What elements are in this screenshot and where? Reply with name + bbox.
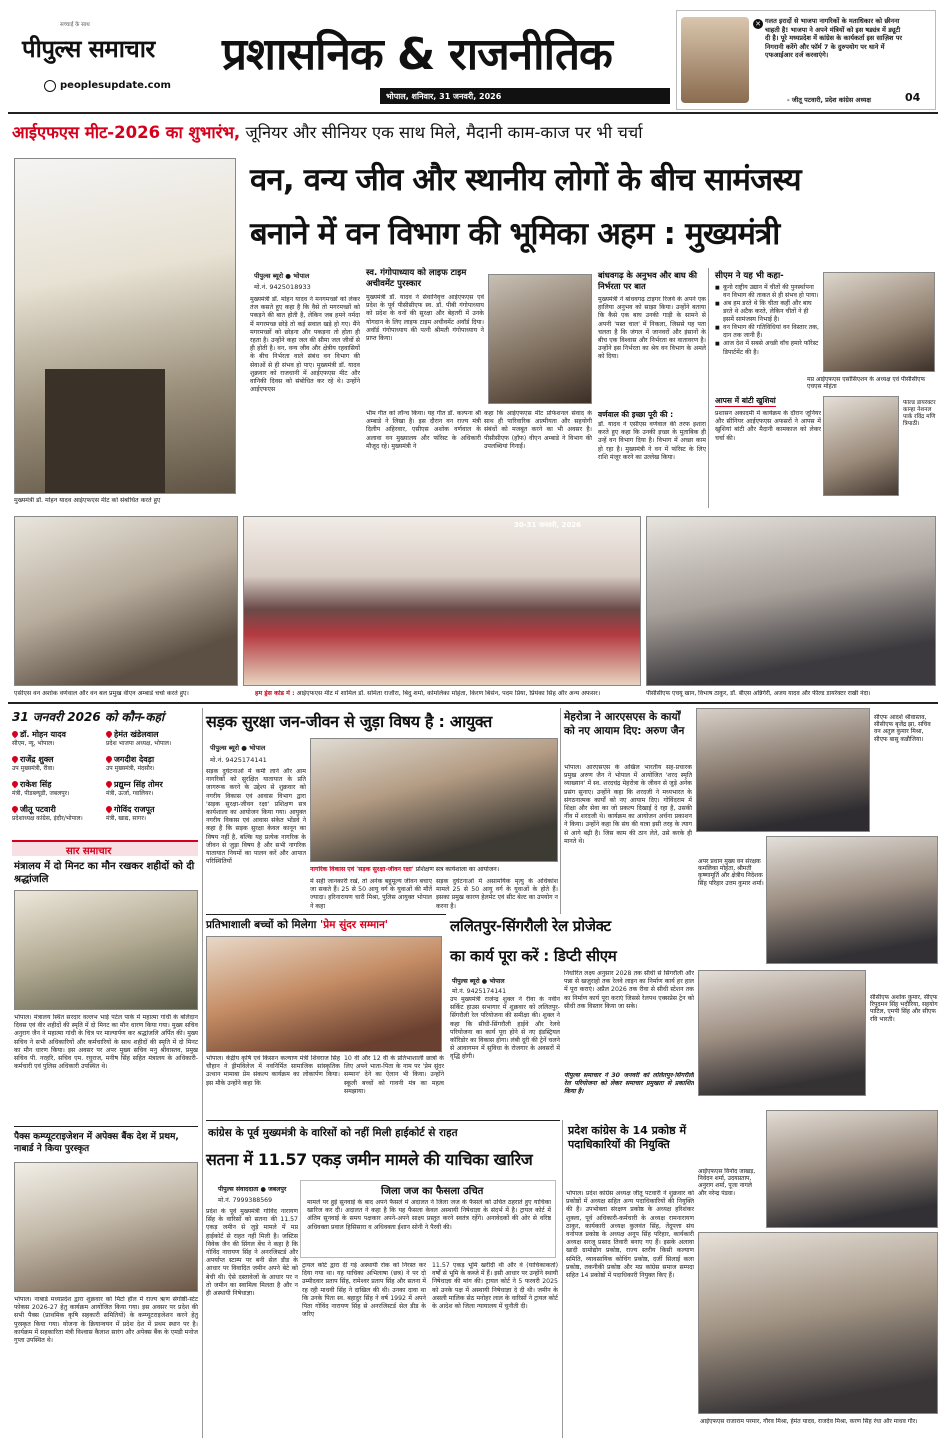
award-box xyxy=(364,268,592,408)
quote-box xyxy=(676,10,936,110)
mehrotra-divider xyxy=(560,708,561,914)
tripathi-photo xyxy=(823,396,899,496)
schedule-item xyxy=(12,805,83,823)
road-photo xyxy=(310,738,558,862)
main-col2: भीम गीत को लॉन्च किया। यह गीत डॉ. कल्पना श्री अम्बाडे ने लिखा है। इस दौरान वन राज्य मंत्री दिलीप अहिरवार, एसीएस अशोक वर्णवाल के अलावा वन मुख्यालय और फॉरेस्ट के अधिकारी मौजूद रहे। मुख्यमंत्री ने xyxy=(366,410,481,450)
varnwal-headline: वर्णवाल की इच्छा पूरी की : xyxy=(598,410,674,419)
schedule-place: मंत्री, पीडब्ल्यूडी, जबलपुर। xyxy=(12,790,70,797)
kicker-red: आईएफएस मीट-2026 का शुभारंभ, xyxy=(12,123,241,142)
road-photo-caption xyxy=(310,866,558,873)
mehrotra-text: भोपाल। आरएसएस के अखिल भारतीय सह-प्रचारक प्रमुख अरुण जैन ने भोपाल में आयोजित 'शरद स्मृति व्याख्यान' में स्व. शरदचंद्र मेहरोत्रा के जीवन से जुड़े अनेक प्रसंग सुनाए। उन्होंने कहा कि शरदजी ने मध्यभारत के संगठनात्मक कार्यों को नए आयाम दिए। गोविंदराम में शिक्षा और सेवा का जो प्रकल्प दिखाई दे रहा है, उसकी नींव में शरदजी थे। कार्यक्रम का आयोजन अर्चना प्रकाशन ने किया। उन्होंने कहा कि संघ की यात्रा इसी तरह के त्याग से आगे बढ़ी है। जिस काम की ठान लेते, उसे करके ही मानते थे। xyxy=(564,764,692,845)
masthead xyxy=(0,0,945,112)
avatar xyxy=(681,17,749,103)
cm-said-headline: सीएम ने यह भी कहा- xyxy=(715,271,784,281)
cm-said-item: ■ अब हम डरते थे कि चीता कहीं और बाघ डरते थे अटैक करते, लेकिन चीतों ने ही इसमें सामंजस्य निभाई है। xyxy=(715,300,819,324)
main-col1: मुख्यमंत्री डॉ. मोहन यादव ने मनगमच्छों को लेकर तंज कसते हुए कहा है कि वैसे तो मगरमच्छों को पकड़ने की बात होती है, लेकिन जब हमने नर्मदा में मगरमच्छ छोड़े तो कई सवाल खड़े हो गए। मैंने मगरमच्छों को छोड़ना और पकड़ना तो होता ही रहता है। उन्होंने कहा जल की सीमा जल जीवों से ही होती है। वन, वन्य जीव और क्षेत्रीय रहवासियों के बीच निर्भरता वाले संबंध वन विभाग की सेवाओं से ही संभव हो पाए। मुख्यमंत्री डॉ. यादव शुक्रवार को राजधानी में आईएफएस मीट और वानिकी दिवस को संबोधित कर रहे थे। उन्होंने आईएफएस xyxy=(250,296,360,394)
brand-logo: पीपुल्स समाचार xyxy=(22,35,155,63)
group-banner: 30-31 जनवरी, 2026 xyxy=(514,521,582,529)
schedule-name: जीतू पटवारी xyxy=(20,805,56,814)
schedule-name: जगदीश देवड़ा xyxy=(114,755,155,764)
headline-line2: बनाने में वन विभाग की भूमिका अहम : मुख्यमंत्री xyxy=(250,216,780,252)
award-text: मुख्यमंत्री डॉ. यादव ने सेवानिवृत्त आईएफएस एवं प्रदेश के पूर्व पीसीसीएफ स्व. डॉ. पीबी गंगोपाध्याय को प्रदेश के वनों की सुरक्षा और बेहतरी में उनके योगदान के लिए लाइफ टाइम अचीवमेंट अवॉर्ड दिया। अवॉर्ड गंगोपाध्याय की पत्नी श्रीमती गंगोपाध्याय ने प्राप्त किया। xyxy=(366,294,484,342)
award-headline: स्व. गंगोपाध्याय को लाइफ टाइम अचीवमेंट पुरस्कार xyxy=(366,268,467,290)
rail-col1: उप मुख्यमंत्री राजेन्द्र शुक्ल ने रीवा के नवीन सर्किट हाउस सभागार में शुक्रवार को ललितपुर-सिंगरौली रेल परियोजना की समीक्षा की। शुक्ल ने कहा कि सीधी-सिंगरौली हाईवे और रेलवे परियोजना का कार्य पूरा होने से नए इंडस्ट्रियल कॉरिडोर का विकास होगा। लंबी दूरी की ट्रेनें चलने से आवागमन में सुविधा के रोजगार के अवसरों में वृद्धि होगी। xyxy=(450,996,560,1061)
pratibha-headline xyxy=(206,918,446,932)
map-pin-icon xyxy=(11,805,19,813)
court-rule xyxy=(206,1120,560,1121)
x-icon: ✕ xyxy=(753,19,763,29)
rail-byline-number: मो.नं. 9425174141 xyxy=(452,988,507,995)
schedule-item xyxy=(106,755,155,773)
tripathi-caption: फील्ड डायरेक्टर कान्हा नेशनल पार्क रविंद्र मणि त्रिपाठी। xyxy=(903,400,936,427)
pratibha-caption: भोपाल। केंद्रीय कृषि एवं किसान कल्याण मंत्री शिवराज सिंह चौहान ने ड्रीमविलेज में नवनिर्मित सामाजिक सांस्कृतिक उत्थान मामाबा प्रेम संकल्प कार्यक्रम का लोकार्पण किया। इस मौके उन्होंने कहा कि xyxy=(206,1055,340,1087)
map-pin-icon xyxy=(105,755,113,763)
court-col3: 11.57 एकड़ भूमि खरीदी थी और वे (याचिकाकर्ता) वर्षों से भूमि के कब्जे में हैं। इसी आधार पर उन्होंने स्थायी निषेधाज्ञा की मांग की। ट्रायल कोर्ट ने 5 फरवरी 2025 को उनके पक्ष में अस्थायी निषेधाज्ञा दे दी थी। जमीन के असली मालिक सेठ मनोहर लाल के वारिसों ने ट्रायल कोर्ट के आदेश को जिला न्यायालय में चुनौती दी। xyxy=(432,1262,558,1310)
map-pin-icon xyxy=(105,780,113,788)
group-photo xyxy=(243,516,641,686)
road-col1: सड़क दुर्घटनाओं में कमी लाने और आम नागरिकों को सुरक्षित यातायात के प्रति जागरूक करने के उद्देश्य से शुक्रवार को नगरीय विकास एवं आवास विभाग द्वारा 'सड़क सुरक्षा-जीवन रक्षा' प्रशिक्षण सत्र कार्यशाला का आयोजन किया गया। आयुक्त नगरीय विकास एवं आवास संकेत भोंडवे ने कहा है कि सड़क सुरक्षा केवल कानून का विषय नहीं है, बल्कि यह प्रत्येक नागरिक के जीवन से जुड़ा विषय है और सभी नागरिक यातायात नियमों का पालन करें और आपात परिस्थितियों xyxy=(206,768,306,866)
pratibha-caption-2: 10 वीं और 12 वीं के प्रतिभाशाली छात्रों के लिए अपने भाता-पिता के नाम पर 'प्रेम सुंदर सम्मान' देने का ऐलान भी किया। उन्होंने स्कूली बच्चों को गावनी मंत्र का महत्व समझाया। xyxy=(344,1055,444,1095)
court-col2: ट्रायल कोर्ट द्वारा दी गई अस्थायी रोक को निरस्त कर दिया गया था। यह याचिका अभिलाषा (छत्र) ने पर दो उम्मीदवार प्रताप सिंह, रामेश्वर प्रताप सिंह और सतना में रह रही माधवी सिंह ने दाखिल की थी। उनका दावा था कि उनके पिता स्व. बहादुर सिंह ने वर्ष 1992 में अपने पिता गोविंद नारायण सिंह से अनरजिस्टर्ड सेल डीड के जरिए xyxy=(302,1262,426,1319)
schedule-name: राजेंद्र शुक्ल xyxy=(20,755,54,764)
pratibha-headline-pre: प्रतिभाशाली बच्चों को मिलेगा xyxy=(206,919,317,931)
schedule-item xyxy=(106,780,163,798)
section-title: प्रशासनिक & राजनीतिक xyxy=(222,29,612,80)
court-box-text: मामले पर हुई सुनवाई के बाद अपने फैसले में अदालत ने जिला जज के फैसले को उचित ठहराते हुए याचिका खारिज कर दी। अदालत ने कहा है कि यह फैसला केवल अस्थायी निषेधाज्ञा के संदर्भ में है। ट्रायल कोर्ट में अंतिम सुनवाई के समय पक्षकार अपने-अपने साक्ष्य प्रस्तुत करने स्वतंत्र रहेंगे। अनावेदकों की ओर से वरिष्ठ अधिवक्ता प्रवाल हिसिसारा व अधिवक्ता ईशान सोनी ने पैरवी की। xyxy=(307,1199,551,1231)
dateline: भोपाल, शनिवार, 31 जनवरी, 2026 xyxy=(386,92,502,101)
row-caption-2-text: आईएफएस मीट में शामिल डॉ. समिता राजौरा, बिंदु शर्मा, कोमलिका मोहंता, किरण बिसेन, पदम प्रिया, प्रियंका सिंह और अन्य अफसर। xyxy=(294,690,601,697)
officers-photo-2 xyxy=(766,836,938,964)
cm-said-list xyxy=(715,284,819,357)
rail-headline-1: ललितपुर-सिंगरौली रेल प्रोजेक्ट xyxy=(450,917,611,935)
road-headline: सड़क सुरक्षा जन-जीवन से जुड़ा विषय है : आयुक्त xyxy=(206,712,492,731)
row-caption-3: पीसीसीएफ एचयू खान, विभाष ठाकुर, डॉ. बीएस अन्निगेरी, अजय यादव और फील्ड डायरेक्टर राखी नंदा। xyxy=(646,690,871,697)
schedule-place: उप मुख्यमंत्री, मंदसौर। xyxy=(106,765,155,772)
court-byline-number: मो.नं. 7999388569 xyxy=(218,1197,273,1204)
row-caption-2 xyxy=(255,690,645,698)
tribute-photo xyxy=(14,890,198,1010)
khushi-headline: आपस में बांटी खुशियां xyxy=(715,396,776,405)
brand-tagline: सच्चाई के साथ xyxy=(60,22,90,28)
khushi-text: प्रशासन अकादमी में कार्यक्रम के दौरान जूनियर और सीनियर आईएफएस अफसरों ने आपस में खुशियां बांटी और मैदानी कामकाज को लेकर चर्चा की। xyxy=(715,410,821,442)
court-box xyxy=(300,1180,556,1258)
schedule-item xyxy=(12,755,55,773)
left-column-divider xyxy=(202,708,203,1438)
officers-photo-3 xyxy=(698,970,866,1096)
rail-col2: निर्धारित लक्ष्य अनुसार 2028 तक सीधी से सिंगरौली और पन्ना से खजुराहो तक रेलवे लाइन का निर्माण कार्य हर हाल में पूरा कराएं। अप्रैल 2026 तक रीवा से सीधी स्टेशन तक का निर्माण कार्य पूरा कराएं जिससे रेलपथ एक्सप्रेस ट्रेन को सीधी तक विस्तार किया जा सके। xyxy=(564,970,694,1010)
road-caption-red: नागरिक विकास एवं 'सड़क सुरक्षा-जीवन रक्षा' xyxy=(310,866,414,873)
cm-said-box xyxy=(708,268,936,508)
bandhav-text: मुख्यमंत्री ने बांधवगढ़ टाइगर रिजर्व के अपने एक हालिया अनुभव को साझा किया। उन्होंने बताया कि कैसे एक बाघ उनकी गाड़ी के सामने से अपनी 'मस्त चाल' में निकला, जिससे यह पता चलता है कि जंगल में जानवरों और इंसानों के बीच एक विश्वास और निर्भरता का वातावरण है। उन्होंने इस निर्भरता का श्रेय वन विभाग के अमले को दिया। xyxy=(598,296,706,361)
schedule-name: राकेश सिंह xyxy=(20,780,52,789)
section-rule xyxy=(8,702,938,704)
nabard-photo xyxy=(14,1162,198,1292)
schedule-item xyxy=(106,730,171,748)
rail-col2-bold: पीपुल्स समाचार ने 30 जनवरी को ललितपुर-सिंगरौली रेल परियोजना को लेकर समाचार प्रमुखता से प्रकाशित किया है। xyxy=(564,1072,694,1096)
mohanta-caption: मप्र आईएफएस एसोसिएशन के अध्यक्ष एवं पीसीसीएफ एचएस मोहंता xyxy=(807,376,926,391)
cm-photo xyxy=(14,158,236,494)
cm-said-item: ■ आज देश में सबसे अच्छी वॉच हमारे फॉरेस्ट डिपार्टमेंट की है। xyxy=(715,340,819,356)
schedule-place: मंत्री, ऊर्जा, ग्वालियर। xyxy=(106,790,154,797)
map-pin-icon xyxy=(105,805,113,813)
road-byline-number: मो.नं. 9425174141 xyxy=(210,756,267,764)
schedule-place: प्रदेश भाजपा अध्यक्ष, भोपाल। xyxy=(106,740,172,747)
schedule-place: उप मुख्यमंत्री, रीवा। xyxy=(12,765,55,772)
masthead-rule xyxy=(8,112,938,114)
congress-text: भोपाल। प्रदेश कांग्रेस अध्यक्ष जीतू पटवारी ने शुक्रवार को प्रकोष्ठों में अध्यक्ष सहित अन्य पदाधिकारियों की नियुक्ति की है। उपभोक्ता संरक्षण प्रकोष्ठ के अध्यक्ष हरिशंकर शुक्ला, पूर्व अधिकारी-कर्मचारी के अध्यक्ष रामनारायण ठाकुर, कार्यकारी अध्यक्ष कुलवंत सिंह, तेंदूपत्ता संघ वनोपज प्रकोष्ठ के अध्यक्ष अनूप सिंह परिहार, कार्यकारी अध्यक्ष सरजू प्रसाद तिवारी बनाए गए हैं। इसके अलावा खादी ग्रामोद्योग प्रकोष्ठ, राज्य स्तरीय किसी कल्याण समिति, व्यावसायिक कोचिंग प्रकोष्ठ, दर्जी सिलाई कला प्रकोष्ठ, तकनीकी प्रकोष्ठ और मप्र कांग्रेस समाज सम्पदा सहित 14 प्रकोष्ठों में पदाधिकारी नियुक्त किए हैं। xyxy=(566,1190,694,1279)
schedule-box xyxy=(12,708,198,836)
schedule-item xyxy=(12,780,69,798)
cm-said-item: ■ कूनो राष्ट्रीय उद्यान में चीतों की पुनर्स्थापना वन विभाग की ताकत से ही संभव हो पाया। xyxy=(715,284,819,300)
saar-header xyxy=(12,840,198,856)
saar-rule xyxy=(14,1126,198,1127)
schedule-item xyxy=(106,805,155,823)
rail-byline: पीपुल्स ब्यूरो ● भोपाल xyxy=(452,978,505,985)
schedule-place: प्रदेशाध्यक्ष कांग्रेस, इंदौर/भोपाल। xyxy=(12,815,83,822)
schedule-place: मंत्री, खाद्य, सागर। xyxy=(106,815,147,822)
bandhav-headline: बांधवगढ़ के अनुभव और बाघ की निर्भरता पर बात xyxy=(598,270,698,292)
saar-title: सार समाचार xyxy=(66,846,112,857)
road-col2: में सही जानकारी रखें, तो अनेक बहुमूल्य जीवन बचाए जा सकते हैं। 25 से 50 आयु वर्ग के युवाओं की मौतें ज्यादा। हरिनारायण चारी मिश्रा, पुलिस आयुक्त भोपाल ने कहा xyxy=(310,878,432,910)
cm-photo-caption: मुख्यमंत्री डॉ. मोहन यादव आईएफएस मीट को संबोधित करते हुए xyxy=(14,497,161,504)
cm-said-item: ■ वन विभाग की गतिविधियां वन विस्तार तक, दान तक जानी हैं। xyxy=(715,324,819,340)
schedule-name: हेमंत खंडेलवाल xyxy=(114,730,159,739)
pratibha-rule xyxy=(206,914,446,915)
map-pin-icon xyxy=(105,730,113,738)
quote-author: - जीतू पटवारी, प्रदेश कांग्रेस अध्यक्ष xyxy=(787,96,872,104)
mehrotra-headline: मेहरोत्रा ने आरएसएस के कार्यों को नए आयाम दिए: अरुण जैन xyxy=(564,711,685,738)
court-headline-2: सतना में 11.57 एकड़ जमीन मामले की याचिका खारिज xyxy=(206,1150,533,1169)
kicker xyxy=(12,120,937,143)
podium-shape xyxy=(45,369,165,494)
congress-caption-1: आईएफएस विनोद जाखड़, निवेदन शर्मा, उदयप्रताप, अनुराग शर्मा, पूजा नागले और नरेन्द्र पंडवा। xyxy=(698,1168,756,1197)
court-byline: पीपुल्स संवाददाता ● जबलपुर xyxy=(218,1186,287,1193)
map-pin-icon xyxy=(11,755,19,763)
main-byline-number: मो.नं. 9425018933 xyxy=(254,283,311,291)
saar-headline-1: मंत्रालय में दो मिनट का मौन रखकर शहीदों को दी श्रद्धांजलि xyxy=(14,861,195,885)
pratibha-headline-red: 'प्रेम सुंदर सम्मान' xyxy=(316,919,389,931)
officers-caption-2: अपर प्रधान मुख्य वन संरक्षक कमलिका मोहंता, श्रीमती कृष्णामूर्ति और क्षेत्रीय निदेशक सिंह परिहार उत्तम कुमार शर्मा। xyxy=(698,858,764,887)
quote-text: गलत इरादों से भाजपा नागरिकों के मताधिकार को छीनना चाहती है! भाजपा ने अपने मंत्रियों को इस षड्यंत्र में ड्यूटी दी है। पूरे मध्यप्रदेश में कांग्रेस के कार्यकर्ता इस साज़िश पर निगरानी करेंगे और फॉर्म 7 के दुरुपयोग पर थाने में एफआईआर दर्ज करवाएंगे। xyxy=(765,17,903,60)
saar-headline-2: पैक्स कम्प्यूटराइजेशन में अपेक्स बैंक देश में प्रथम, नाबार्ड ने किया पुरस्कृत xyxy=(14,1132,179,1154)
schedule-title: 31 जनवरी 2026 को कौन-कहां xyxy=(12,710,165,724)
globe-icon xyxy=(44,80,56,92)
officers-caption-1: सीएफ आदर्श श्रीवास्तव, सीसीएफ बृजेंद्र झा, सचिव वन अतुल कुमार मिश्रा, सीएफ बासु कन्नौजिया। xyxy=(874,714,931,743)
varnwal-text: डॉ. यादव ने एसीएस वर्णवाल की तरफ इशारा करते हुए कहा कि उनकी इच्छा के मुताबिक ही उन्हें वन विभाग दिया है। विभाग में अच्छा काम हो रहा है। मुख्यमंत्री ने वन में फॉरेस्ट के लिए राशि मंजूर करने का उल्लेख किया। xyxy=(598,421,706,461)
congress-photo-2 xyxy=(698,1232,938,1414)
saar-text-2: भोपाल। नाबार्ड मध्यप्रदेश द्वारा शुक्रवार को मिंटो हॉल में राज्य ऋण संगोष्ठी-स्टेट फोकस 2026-27 हेतु कार्यक्रम आयोजित किया गया। इस अवसर पर प्रदेश की सभी पैक्स (प्राथमिक कृषि सहकारी समितियों) के कम्प्यूटराइजेशन करने हेतु पुरस्कृत किया गया। योजना के क्रियान्वयन में प्रदेश देश में प्रथम स्थान पर है। कार्यक्रम में सहकारिता मंत्री विश्वास कैलाश सारंग और अपेक्स बैंक के एमडी मनोज गुप्ता उपस्थित थे। xyxy=(14,1296,198,1344)
schedule-name: गोविंद राजपूत xyxy=(114,805,155,814)
congress-photo-1 xyxy=(766,1110,938,1228)
main-col3: कहा कि आईएफएस मीट प्रोफेशनल संवाद के साथ ही पारिवारिक आत्मीयता और सहयोगी संबंधों को मजबूत करने का भी अवसर है। पीसीसीएफ (हॉफ) वीएन अम्बाडे ने विभाग की उपलब्धियां गिनाईं। xyxy=(484,410,592,450)
saar-text-1: भोपाल। मंत्रालय स्थित सरदार वल्लभ भाई पटेल पार्क में महात्मा गांधी के बलिदान दिवस एवं वीर शहीदों की स्मृति में दो मिनट का मौन धारण किया गया। मुख्य सचिव अनुराग जैन ने महात्मा गांधी के चित्र पर माल्यार्पण कर श्रद्धांजलि अर्पित की। मुख्य सचिव ने सभी अधिकारियों और कर्मचारियों के साथ शहीदों की स्मृति में दो मिनट का मौन धारण किया। इस अवसर पर अपर मुख्य सचिव मनु श्रीवास्तव, प्रमुख सचिव पी. नरहरि, सचिव एम. रघुराज, मनीष सिंह सहित मंत्रालय के अधिकारी-कर्मचारी एवं पुलिस अधिकारी उपस्थित थे। xyxy=(14,1014,198,1071)
road-col3: सड़क दुर्घटनाओं में असामयिक मृत्यु के अधिकांश मामले 25 से 50 आयु वर्ग के युवाओं के होते हैं। इसका प्रमुख कारण हेलमेट एवं सीट बेल्ट का उपयोग न करना है। xyxy=(436,878,558,910)
schedule-place: सीएम, न्यू, भोपाल। xyxy=(12,740,55,747)
main-byline: पीपुल्स ब्यूरो ● भोपाल xyxy=(254,272,310,280)
award-photo xyxy=(488,274,592,404)
rail-headline-2: का कार्य पूरा करें : डिप्टी सीएम xyxy=(450,947,617,965)
schedule-item xyxy=(12,730,66,748)
court-headline-1: कांग्रेस के पूर्व मुख्यमंत्री के वारिसों को नहीं मिली हाईकोर्ट से राहत xyxy=(208,1127,458,1139)
schedule-name: प्रद्युम्न सिंह तोमर xyxy=(114,780,163,789)
officers-table-photo xyxy=(646,516,936,686)
court-col1: प्रदेश के पूर्व मुख्यमंत्री गोविंद नारायण सिंह के वारिसों को सतना की 11.57 एकड़ जमीन से जुड़े मामले में मप्र हाईकोर्ट से राहत नहीं मिली है। जस्टिस विवेक जैन की सिंगल बेंच ने कहा है कि गोविंद नारायण सिंह ने अनरजिस्टर्ड और अपर्याप्त स्टाम्प पर बनी सेल डीड के आधार पर विवादित जमीन अपने बेटे को बेची थी। ऐसे दस्तावेजों के आधार पर न तो जमीन का स्वामित्व मिलता है और न ही अस्थायी निषेधाज्ञा। xyxy=(206,1208,298,1297)
page-number: 04 xyxy=(905,91,921,104)
headline-line1: वन, वन्य जीव और स्थानीय लोगों के बीच सामंजस्य xyxy=(250,162,801,198)
congress-caption-2: आईएफएस राजाराम परमार, गौरव मिश्रा, हेमंत यादव, राजदेव मिश्रा, करण सिंह रंधा और माधव गौर। xyxy=(700,1418,918,1425)
row-caption-2-red: हम ड्रेस कोड में : xyxy=(255,690,295,697)
pratibha-photo xyxy=(206,936,442,1052)
map-pin-icon xyxy=(11,780,19,788)
officers-photo-1 xyxy=(696,708,870,832)
kicker-rest: जूनियर और सीनियर एक साथ मिले, मैदानी काम-काज पर भी चर्चा xyxy=(240,123,643,142)
road-caption-text: प्रशिक्षण सत्र कार्यशाला का आयोजन। xyxy=(413,866,500,873)
map-pin-icon xyxy=(11,730,19,738)
court-box-headline: जिला जज का फैसला उचित xyxy=(381,1186,484,1197)
road-byline: पीपुल्स ब्यूरो ● भोपाल xyxy=(210,744,266,752)
congress-divider xyxy=(562,1120,563,1438)
website-link[interactable]: peoplesupdate.com xyxy=(60,80,171,91)
schedule-name: डॉ. मोहन यादव xyxy=(20,730,66,739)
congress-headline: प्रदेश कांग्रेस के 14 प्रकोष्ठ में पदाधिकारियों की नियुक्ति xyxy=(568,1124,687,1152)
row-caption-1: एसीएस वन अशोक वर्णवाल और वन बल प्रमुख वीएन अम्बाडे चर्चा करते हुए। xyxy=(14,690,189,697)
officers-caption-3: सीसीएफ अशोक कुमार, सीएफ रिपुदमन सिंह भदौरिया, सहयोग पाटिल, एमपी सिंह और सीएफ रवि भारती। xyxy=(870,994,938,1023)
varnwal-photo xyxy=(14,516,238,686)
mohanta-photo xyxy=(823,272,935,372)
